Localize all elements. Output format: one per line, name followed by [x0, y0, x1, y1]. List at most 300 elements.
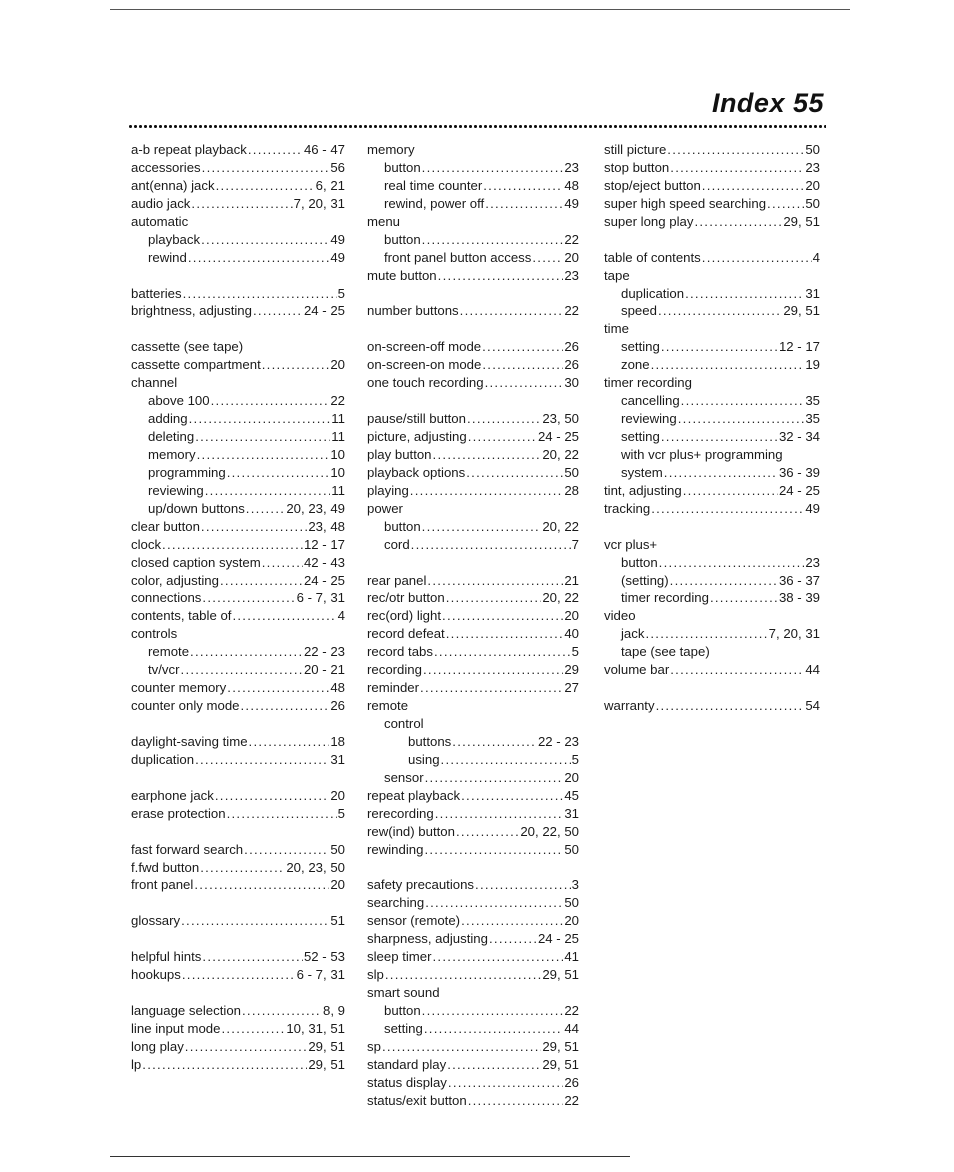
index-term: record tabs: [367, 644, 433, 660]
index-term: ant(enna) jack: [131, 177, 215, 193]
index-subentry: [604, 428, 820, 446]
index-term: remote: [148, 644, 190, 660]
index-pages: 12 - 17: [778, 339, 820, 355]
index-pages: 35: [805, 393, 820, 409]
index-pages: 12 - 17: [303, 536, 345, 552]
index-pages: 20, 22: [542, 446, 579, 462]
dot-leader: [425, 769, 564, 787]
dot-leader: [427, 572, 563, 590]
index-term: table of contents: [604, 249, 701, 265]
index-pages: 45: [564, 787, 579, 803]
index-subentry: [604, 589, 820, 607]
index-term: tape: [604, 267, 630, 283]
index-entry: [367, 356, 579, 374]
index-column-3: [604, 141, 820, 715]
index-term: glossary: [131, 913, 181, 929]
index-term: playing: [367, 482, 409, 498]
index-term: warranty: [604, 698, 655, 714]
index-term: erase protection: [131, 805, 226, 821]
dot-leader: [216, 177, 315, 195]
index-entry: [131, 374, 345, 392]
index-pages: 20: [564, 249, 579, 265]
index-term: language selection: [131, 1003, 241, 1018]
dot-leader: [467, 410, 541, 428]
index-gap: [367, 320, 579, 338]
index-pages: 24 - 25: [778, 482, 820, 498]
index-entry: [604, 177, 820, 195]
index-term: searching: [367, 895, 425, 911]
index-pages: 24 - 25: [537, 429, 579, 444]
index-term: reminder: [367, 680, 420, 696]
index-entry: [131, 213, 345, 231]
dot-leader: [441, 751, 571, 769]
index-pages: 23: [564, 159, 579, 175]
index-entry: [131, 859, 345, 877]
index-term: video: [604, 608, 636, 624]
index-subentry: [131, 464, 345, 482]
dot-leader: [670, 572, 778, 590]
index-term: time: [604, 321, 629, 337]
index-pages: 22 - 23: [303, 644, 345, 660]
index-term: cancelling: [621, 393, 680, 409]
index-entry: [367, 948, 579, 966]
index-entry: [131, 607, 345, 625]
dot-leader: [767, 195, 804, 213]
index-term: standard play: [367, 1056, 447, 1072]
index-pages: 29, 51: [542, 1038, 579, 1054]
index-term: batteries: [131, 285, 182, 301]
index-term: up/down buttons: [148, 500, 245, 516]
index-entry: [604, 195, 820, 213]
index-pages: 50: [805, 195, 820, 211]
dot-leader: [423, 661, 563, 679]
index-entry: [131, 302, 345, 320]
index-entry: [131, 625, 345, 643]
index-pages: 48: [564, 177, 579, 193]
index-term: stop/eject button: [604, 177, 701, 193]
index-entry: [367, 446, 579, 464]
index-pages: 49: [564, 195, 579, 211]
index-term: memory: [367, 142, 415, 157]
index-entry: [604, 607, 820, 625]
dot-leader: [262, 356, 330, 374]
index-term: one touch recording: [367, 375, 484, 391]
index-entry: [131, 841, 345, 859]
dot-leader: [667, 141, 804, 159]
dot-leader: [194, 876, 329, 894]
index-term: adding: [148, 411, 188, 427]
index-pages: 18: [330, 733, 345, 749]
index-pages: 5: [337, 285, 345, 301]
index-term: duplication: [131, 751, 195, 767]
index-subentry: [604, 392, 820, 410]
index-term: timer recording: [604, 375, 692, 391]
index-subentry: [604, 338, 820, 356]
index-term: super high speed searching: [604, 195, 767, 211]
index-gap: [131, 984, 345, 1002]
index-gap: [367, 285, 579, 303]
index-term: recording: [367, 662, 422, 678]
index-term: hookups: [131, 967, 181, 983]
index-entry: [367, 966, 579, 984]
index-pages: 41: [564, 949, 579, 965]
index-entry: [367, 1074, 579, 1092]
index-pages: 49: [330, 249, 345, 265]
index-entry: [367, 661, 579, 679]
index-pages: 50: [564, 841, 579, 857]
index-pages: 29, 51: [308, 1038, 345, 1054]
index-term: zone: [621, 357, 650, 373]
dot-leader: [461, 912, 563, 930]
index-term: safety precautions: [367, 877, 475, 893]
index-entry: [367, 374, 579, 392]
index-pages: 20, 23, 50: [286, 859, 345, 875]
index-entry: [604, 661, 820, 679]
dot-leader: [188, 249, 329, 267]
dot-leader: [200, 859, 285, 877]
index-entry: [131, 733, 345, 751]
index-entry: [367, 572, 579, 590]
index-term: record defeat: [367, 626, 445, 642]
index-pages: 48: [330, 680, 345, 696]
index-entry: [367, 141, 579, 159]
index-term: cassette compartment: [131, 357, 261, 373]
index-term: playback options: [367, 464, 466, 480]
index-entry: [367, 930, 579, 948]
index-entry: [367, 410, 579, 428]
dot-leader: [485, 374, 564, 392]
index-term: with vcr plus+ programming: [621, 446, 783, 462]
index-entry: [367, 1056, 579, 1074]
index-pages: 22: [564, 1003, 579, 1018]
index-entry: [131, 805, 345, 823]
index-term: brightness, adjusting: [131, 303, 252, 319]
index-subentry: [604, 446, 820, 464]
index-pages: 20: [330, 877, 345, 893]
index-term: clock: [131, 536, 162, 552]
index-term: tint, adjusting: [604, 482, 682, 498]
index-entry: [367, 302, 579, 320]
index-pages: 20, 22: [542, 518, 579, 534]
index-entry: [131, 195, 345, 213]
dot-leader: [702, 249, 812, 267]
index-term: button: [384, 1003, 421, 1018]
index-pages: 51: [330, 913, 345, 929]
index-term: memory: [148, 446, 196, 462]
index-pages: 4: [337, 608, 345, 624]
index-entry: [604, 374, 820, 392]
index-pages: 3: [571, 877, 579, 893]
index-pages: 5: [571, 644, 579, 660]
index-pages: 23, 50: [542, 411, 579, 427]
index-pages: 22 - 23: [537, 733, 579, 749]
index-term: button: [621, 554, 658, 570]
dot-leader: [659, 554, 805, 572]
dot-leader: [202, 948, 303, 966]
dot-leader: [253, 302, 303, 320]
index-pages: 50: [330, 841, 345, 857]
dot-leader: [411, 536, 571, 554]
index-subentry: [604, 302, 820, 320]
index-subentry: [367, 159, 579, 177]
index-term: accessories: [131, 159, 201, 175]
index-pages: 56: [330, 159, 345, 175]
index-pages: 7, 20, 31: [293, 195, 345, 211]
dot-leader: [262, 554, 303, 572]
dot-leader: [658, 302, 782, 320]
index-term: sharpness, adjusting: [367, 931, 488, 947]
index-entry: [367, 589, 579, 607]
dot-leader: [656, 697, 805, 715]
index-pages: 31: [330, 751, 345, 767]
index-subentry: [367, 733, 579, 751]
index-entry: [131, 1002, 345, 1020]
index-pages: 29, 51: [542, 967, 579, 983]
index-term: duplication: [621, 285, 685, 301]
page-title: Index 55: [711, 88, 824, 118]
index-pages: 4: [812, 249, 820, 265]
index-gap: [131, 320, 345, 338]
index-term: a-b repeat playback: [131, 142, 247, 157]
index-pages: 44: [564, 1020, 579, 1036]
index-pages: 7, 20, 31: [768, 626, 820, 642]
index-term: rerecording: [367, 805, 434, 821]
index-term: cassette (see tape): [131, 339, 244, 355]
index-term: setting: [621, 339, 660, 355]
index-pages: 10, 31, 51: [286, 1020, 345, 1036]
index-subentry: [604, 356, 820, 374]
dot-leader: [710, 589, 778, 607]
index-term: color, adjusting: [131, 572, 219, 588]
index-pages: 26: [330, 698, 345, 714]
index-term: helpful hints: [131, 949, 202, 965]
index-term: power: [367, 500, 403, 516]
index-term: vcr plus+: [604, 536, 658, 552]
index-term: menu: [367, 213, 400, 229]
index-pages: 22: [564, 303, 579, 319]
index-pages: 26: [564, 339, 579, 355]
index-pages: 35: [805, 411, 820, 427]
index-term: control: [384, 716, 424, 731]
dot-leader: [182, 966, 296, 984]
index-term: button: [384, 159, 421, 175]
index-entry: [131, 589, 345, 607]
index-entry: [131, 177, 345, 195]
dot-leader: [664, 464, 778, 482]
index-term: connections: [131, 590, 202, 606]
index-pages: 42 - 43: [303, 554, 345, 570]
index-subentry: [367, 536, 579, 554]
index-subentry: [131, 500, 345, 518]
index-entry: [367, 805, 579, 823]
dot-leader: [425, 894, 563, 912]
index-entry: [367, 643, 579, 661]
index-pages: 20, 22: [542, 590, 579, 606]
index-pages: 6 - 7, 31: [296, 967, 345, 983]
dot-leader: [446, 589, 542, 607]
index-term: lp: [131, 1056, 142, 1072]
index-term: (setting): [621, 572, 669, 588]
index-entry: [604, 320, 820, 338]
index-term: number buttons: [367, 303, 459, 319]
index-pages: 29: [564, 662, 579, 678]
dot-leader: [482, 338, 563, 356]
index-entry: [131, 1038, 345, 1056]
dot-leader: [438, 267, 564, 285]
dot-leader: [422, 159, 564, 177]
dot-leader: [446, 625, 564, 643]
index-entry: [367, 679, 579, 697]
index-term: rear panel: [367, 572, 427, 588]
index-term: on-screen-off mode: [367, 339, 482, 355]
index-term: button: [384, 231, 421, 247]
dot-leader: [678, 410, 805, 428]
dot-leader: [447, 1056, 541, 1074]
index-term: rec/otr button: [367, 590, 445, 606]
index-pages: 24 - 25: [303, 572, 345, 588]
index-entry: [367, 697, 579, 715]
dot-leader: [683, 482, 778, 500]
index-subentry: [367, 231, 579, 249]
index-term: fast forward search: [131, 841, 244, 857]
index-pages: 29, 51: [783, 303, 820, 319]
index-pages: 46 - 47: [303, 142, 345, 157]
index-column-2: [367, 141, 579, 1110]
index-term: rec(ord) light: [367, 608, 442, 624]
index-pages: 40: [564, 626, 579, 642]
index-subentry: [604, 572, 820, 590]
index-gap: [604, 679, 820, 697]
index-entry: [367, 625, 579, 643]
dot-leader: [205, 482, 331, 500]
index-entry: [367, 428, 579, 446]
dotted-rule: [128, 124, 826, 129]
index-entry: [131, 159, 345, 177]
index-term: cord: [384, 536, 410, 552]
dot-leader: [468, 1092, 564, 1110]
dot-leader: [189, 410, 331, 428]
index-term: channel: [131, 375, 178, 391]
index-pages: 50: [564, 895, 579, 911]
index-pages: 20: [564, 913, 579, 929]
dot-leader: [201, 518, 307, 536]
bottom-rule: [110, 1156, 630, 1157]
index-entry: [367, 876, 579, 894]
dot-leader: [195, 751, 329, 769]
index-pages: 49: [330, 231, 345, 247]
dot-leader: [661, 338, 778, 356]
index-pages: 20: [330, 787, 345, 803]
index-term: repeat playback: [367, 787, 461, 803]
index-term: rewinding: [367, 841, 424, 857]
index-entry: [131, 554, 345, 572]
index-entry: [131, 338, 345, 356]
index-subentry: [604, 625, 820, 643]
index-term: reviewing: [621, 411, 677, 427]
index-subentry: [367, 1002, 579, 1020]
index-pages: 23: [564, 267, 579, 283]
index-pages: 7: [571, 536, 579, 552]
dot-leader: [195, 428, 330, 446]
index-term: smart sound: [367, 985, 440, 1001]
index-term: counter only mode: [131, 698, 240, 714]
dot-leader: [483, 177, 563, 195]
index-subentry: [131, 661, 345, 679]
dot-leader: [382, 1038, 541, 1056]
index-entry: [604, 249, 820, 267]
index-pages: 5: [571, 751, 579, 767]
index-pages: 11: [331, 482, 345, 498]
index-term: rewind: [148, 249, 187, 265]
index-entry: [131, 1056, 345, 1074]
index-entry: [131, 966, 345, 984]
index-term: setting: [621, 429, 660, 444]
index-subentry: [367, 769, 579, 787]
index-entry: [367, 338, 579, 356]
index-pages: 20 - 21: [303, 662, 345, 678]
dot-leader: [651, 356, 805, 374]
index-subentry: [367, 195, 579, 213]
dot-leader: [466, 464, 563, 482]
index-pages: 8, 9: [323, 1003, 345, 1018]
index-term: rewind, power off: [384, 195, 485, 211]
index-subentry: [367, 751, 579, 769]
dot-leader: [201, 231, 329, 249]
index-gap: [131, 769, 345, 787]
index-term: automatic: [131, 213, 189, 229]
index-subentry: [131, 249, 345, 267]
index-entry: [131, 141, 345, 159]
dot-leader: [422, 231, 564, 249]
index-gap: [131, 267, 345, 285]
index-pages: 30: [564, 375, 579, 391]
index-gap: [131, 930, 345, 948]
index-entry: [367, 464, 579, 482]
index-subentry: [367, 177, 579, 195]
index-entry: [367, 912, 579, 930]
index-term: remote: [367, 698, 409, 714]
index-entry: [131, 518, 345, 536]
dot-leader: [442, 607, 563, 625]
index-entry: [604, 267, 820, 285]
index-subentry: [131, 446, 345, 464]
dot-leader: [532, 249, 563, 267]
top-rule: [110, 9, 850, 10]
dot-leader: [661, 428, 778, 446]
index-pages: 22: [564, 231, 579, 247]
index-term: clear button: [131, 518, 200, 534]
index-term: counter memory: [131, 680, 227, 696]
dot-leader: [202, 159, 330, 177]
dot-leader: [211, 392, 330, 410]
index-subentry: [367, 249, 579, 267]
index-term: sensor (remote): [367, 913, 461, 929]
index-pages: 20: [564, 769, 579, 785]
index-term: playback: [148, 231, 201, 247]
dot-leader: [191, 195, 292, 213]
index-term: controls: [131, 626, 178, 642]
dot-leader: [433, 948, 564, 966]
dot-leader: [232, 607, 336, 625]
index-subentry: [604, 464, 820, 482]
dot-leader: [249, 733, 330, 751]
index-term: tape (see tape): [621, 644, 710, 660]
index-subentry: [367, 1020, 579, 1038]
dot-leader: [227, 464, 330, 482]
index-term: pause/still button: [367, 411, 466, 427]
index-gap: [604, 518, 820, 536]
index-entry: [367, 267, 579, 285]
